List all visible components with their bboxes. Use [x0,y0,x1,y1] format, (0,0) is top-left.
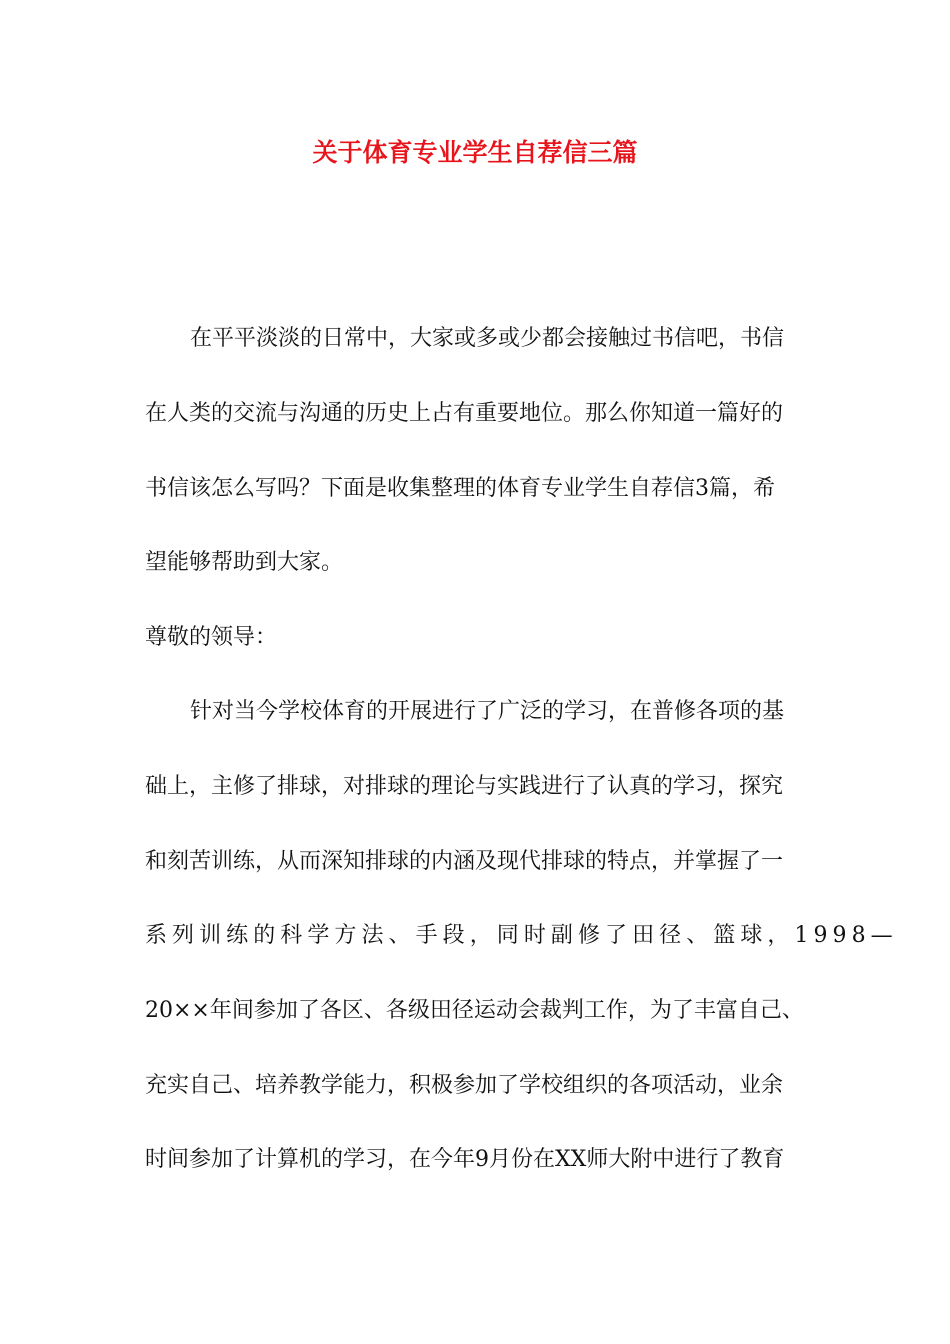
body-line: 20××年间参加了各区、各级田径运动会裁判工作，为了丰富自己、 [145,998,804,1023]
body-line: 和刻苦训练，从而深知排球的内涵及现代排球的特点，并掌握了一 [145,849,784,874]
body-line: 充实自己、培养教学能力，积极参加了学校组织的各项活动，业余 [145,1073,784,1098]
body-line: 时间参加了计算机的学习，在今年9月份在XX师大附中进行了教育 [145,1147,785,1172]
intro-line: 书信该怎么写吗？下面是收集整理的体育专业学生自荐信3篇，希 [145,476,775,501]
salutation: 尊敬的领导： [145,625,278,650]
document-title: 关于体育专业学生自荐信三篇 [312,138,638,167]
body-line: 针对当今学校体育的开展进行了广泛的学习，在普修各项的基 [190,699,785,724]
body-line: 系列训练的科学方法、手段，同时副修了田径、篮球，1998— [145,923,898,948]
intro-line: 望能够帮助到大家。 [145,550,344,575]
intro-line: 在人类的交流与沟通的历史上占有重要地位。那么你知道一篇好的 [145,401,784,426]
intro-line: 在平平淡淡的日常中，大家或多或少都会接触过书信吧，书信 [190,326,785,351]
body-line: 础上，主修了排球，对排球的理论与实践进行了认真的学习，探究 [145,774,784,799]
